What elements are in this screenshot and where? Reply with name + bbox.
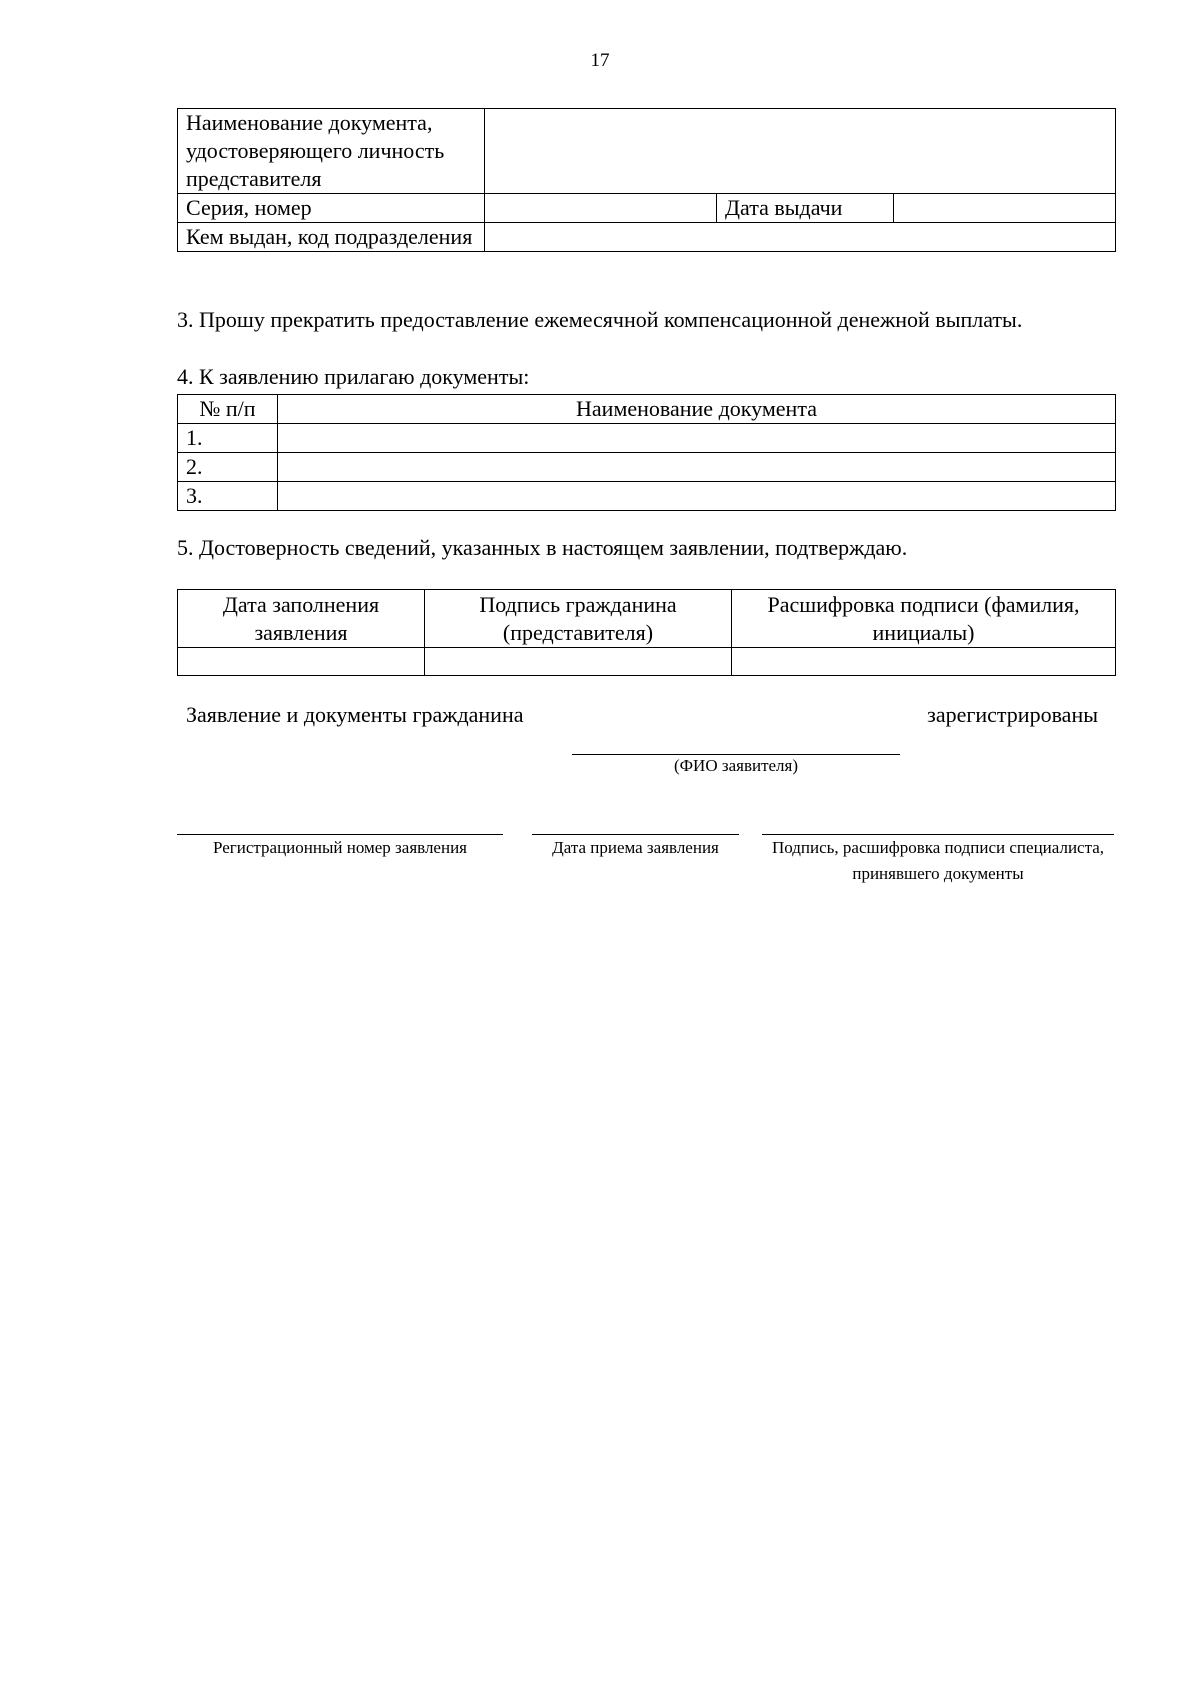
row-number: 3. xyxy=(178,482,278,511)
registration-right-text: зарегистрированы xyxy=(927,702,1098,727)
table-header-row xyxy=(178,590,1116,648)
representative-document-table xyxy=(177,108,1116,252)
signature-decoding-header: Расшифровка подписи (фамилия, инициалы) xyxy=(732,590,1116,648)
issue-date-label: Дата выдачи xyxy=(717,194,894,223)
page-number: 17 xyxy=(590,50,610,71)
table-row xyxy=(178,194,1116,223)
document-name-field[interactable] xyxy=(278,453,1116,482)
registration-number-caption: Регистрационный номер заявления xyxy=(213,838,467,857)
document-name-field[interactable] xyxy=(278,482,1116,511)
fill-date-header: Дата заполнения заявления xyxy=(178,590,425,648)
paragraph-5: 5. Достоверность сведений, указанных в настоящем заявлении, подтверждаю. xyxy=(177,535,908,560)
table-header-row xyxy=(178,395,1116,424)
citizen-signature-header: Подпись гражданина (представителя) xyxy=(425,590,732,648)
registration-left-text: Заявление и документы гражданина xyxy=(186,702,524,727)
receipt-date-caption: Дата приема заявления xyxy=(552,838,719,857)
row-number: 2. xyxy=(178,453,278,482)
specialist-signature-caption: Подпись, расшифровка подписи специалиста, принявшего документы xyxy=(771,838,1105,883)
attached-documents-table xyxy=(177,394,1116,511)
document-name-column-header: Наименование документа xyxy=(278,395,1116,424)
applicant-name-line[interactable] xyxy=(572,754,900,755)
number-column-header: № п/п xyxy=(178,395,278,424)
table-row xyxy=(178,109,1116,194)
applicant-name-caption: (ФИО заявителя) xyxy=(673,756,799,775)
doc-name-field[interactable] xyxy=(485,109,1116,194)
series-number-field[interactable] xyxy=(485,194,717,223)
issued-by-field[interactable] xyxy=(485,223,1116,252)
table-row xyxy=(178,482,1116,511)
issue-date-field[interactable] xyxy=(894,194,1116,223)
table-row xyxy=(178,453,1116,482)
table-row xyxy=(178,424,1116,453)
table-row xyxy=(178,223,1116,252)
fill-date-field[interactable] xyxy=(178,648,425,676)
signature-table xyxy=(177,589,1116,676)
issued-by-label: Кем выдан, код подразделения xyxy=(178,223,485,252)
doc-name-label: Наименование документа, удостоверяющего личность представителя xyxy=(178,109,485,194)
document-name-field[interactable] xyxy=(278,424,1116,453)
citizen-signature-field[interactable] xyxy=(425,648,732,676)
series-number-label: Серия, номер xyxy=(178,194,485,223)
signature-decoding-field[interactable] xyxy=(732,648,1116,676)
row-number: 1. xyxy=(178,424,278,453)
paragraph-3: 3. Прошу прекратить предоставление ежемесячной компенсационной денежной выплаты. xyxy=(177,307,1023,332)
paragraph-4: 4. К заявлению прилагаю документы: xyxy=(177,364,530,389)
table-row xyxy=(178,648,1116,676)
